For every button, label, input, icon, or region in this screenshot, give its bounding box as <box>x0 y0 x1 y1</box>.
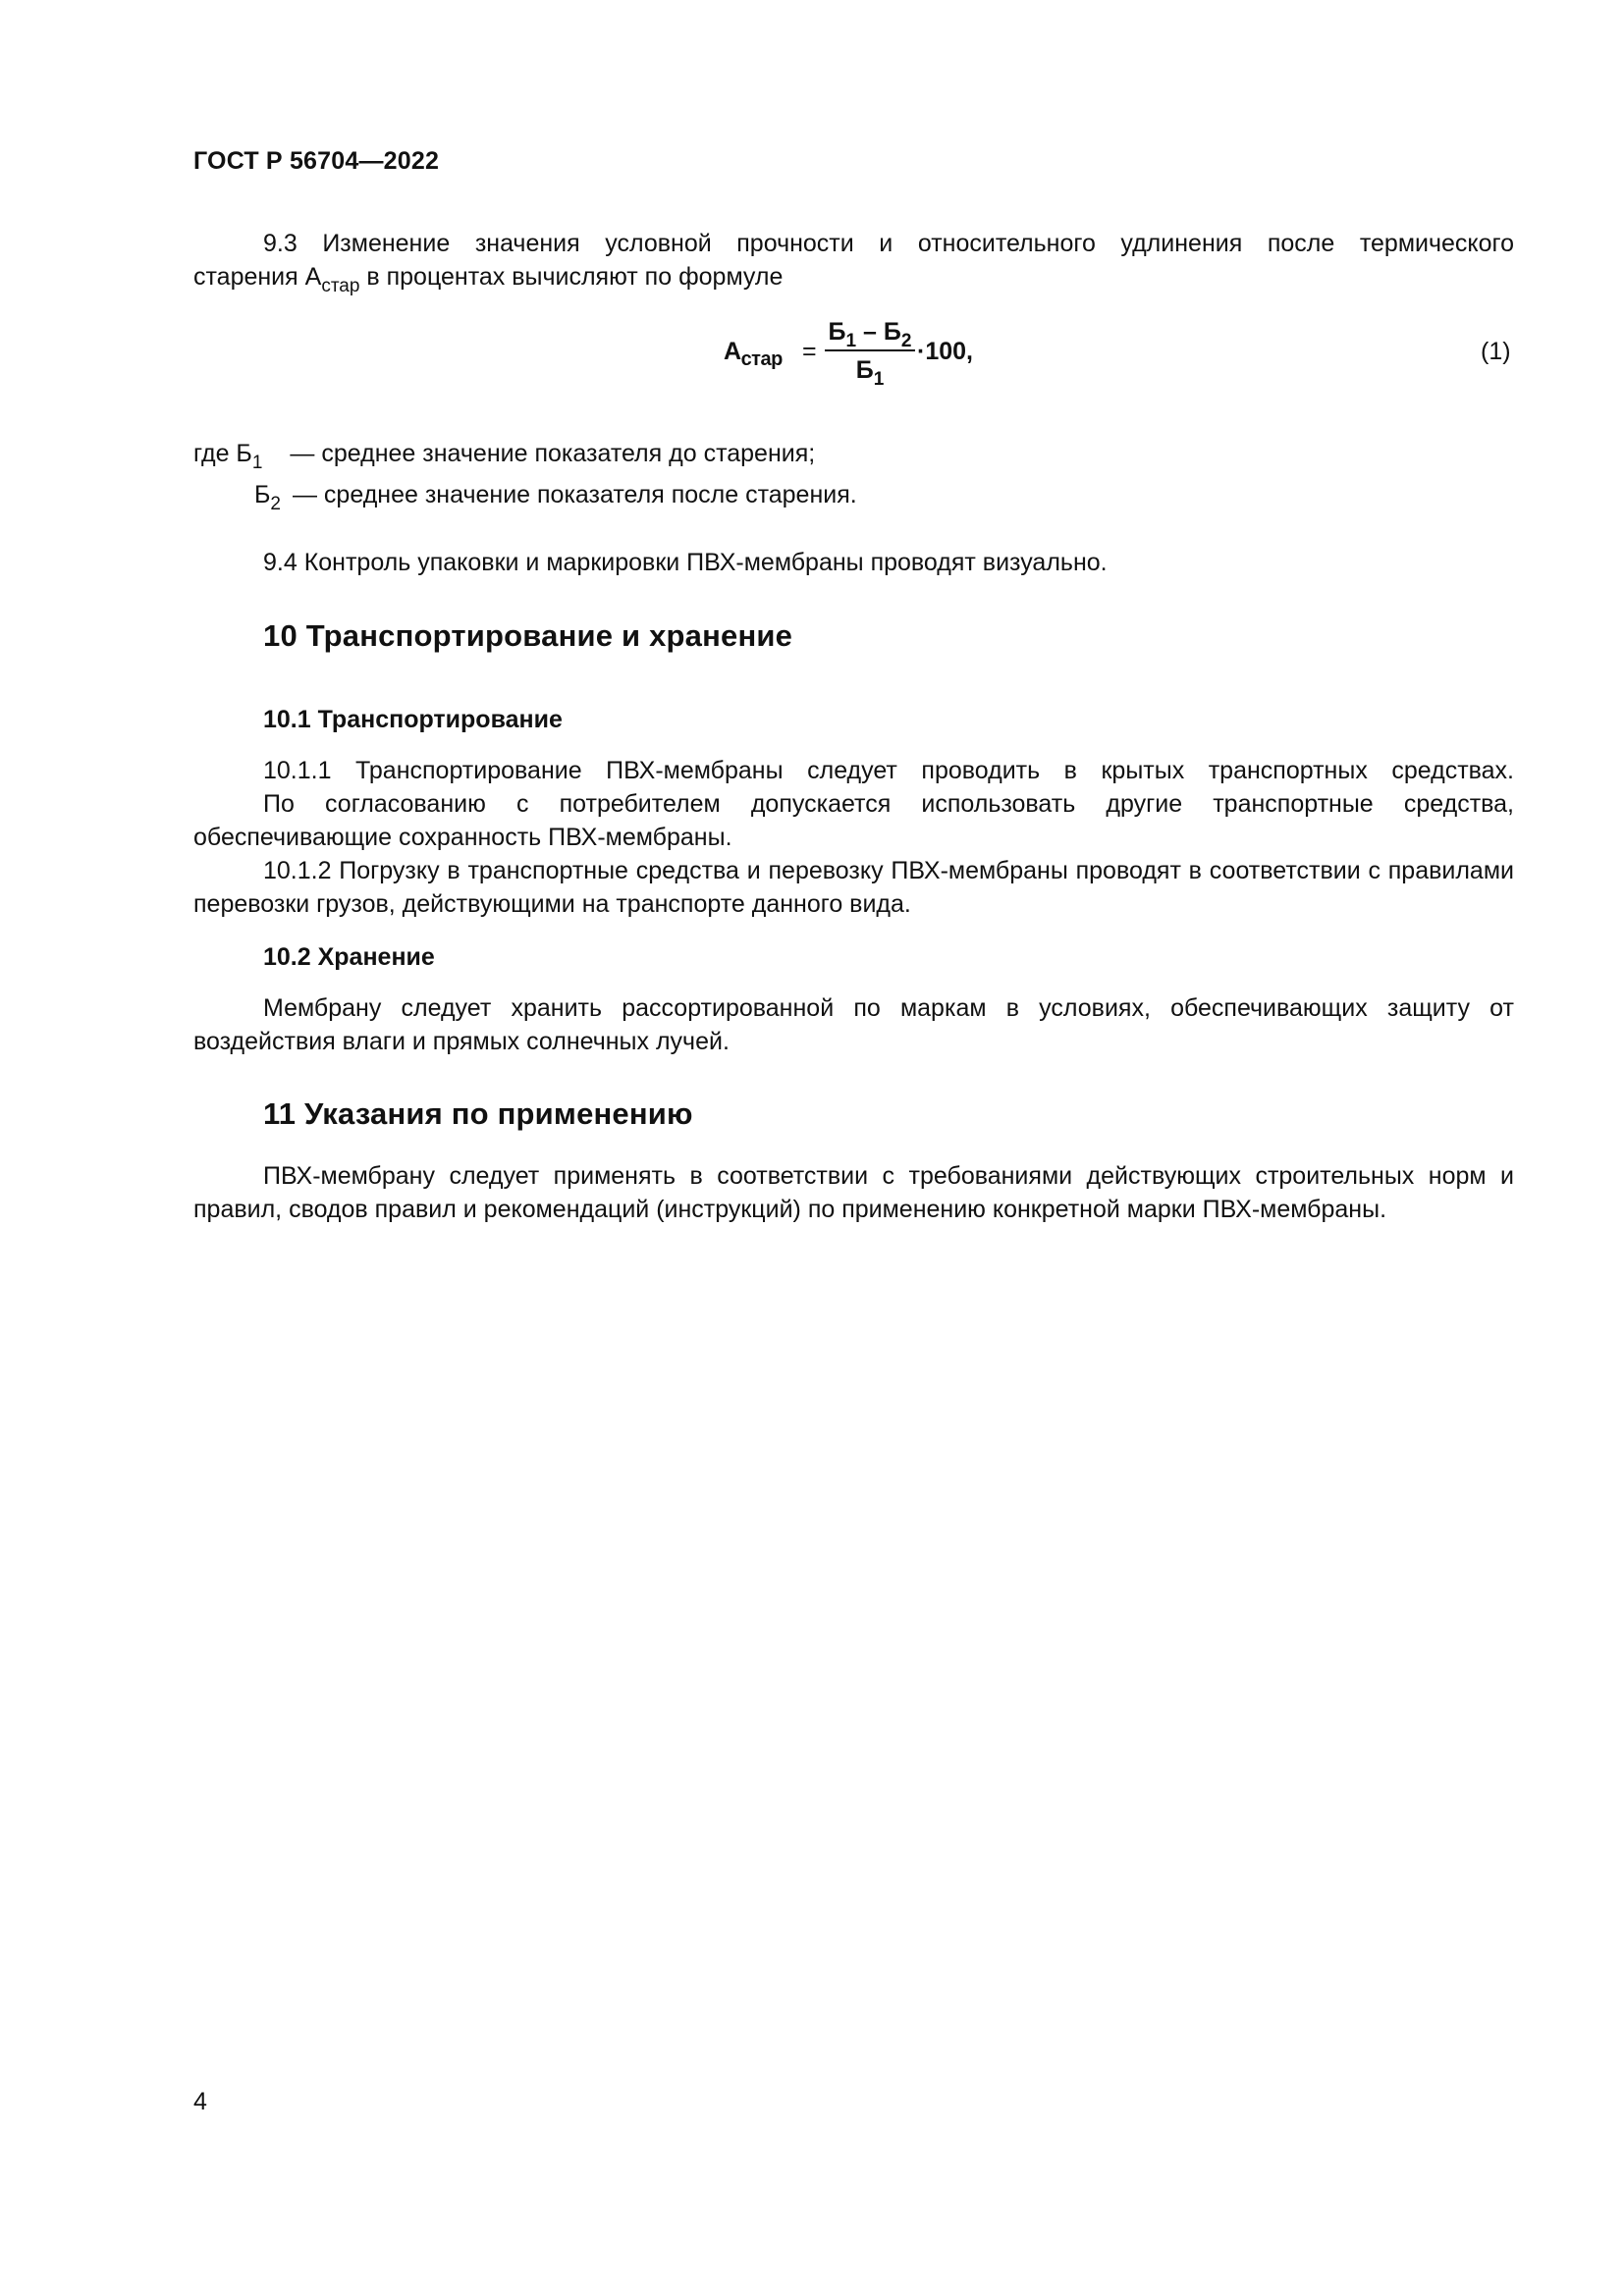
paragraph-11: ПВХ-мембрану следует применять в соответствии с требованиями действующих строительных норм и правил, сводов правил и рекомендаций (инструкций) по применению конкретной марки ПВХ-мембраны. <box>193 1162 1514 1223</box>
section-11-heading: 11 Указания по применению <box>263 1096 693 1131</box>
paragraph-10-2: Мембрану следует хранить рассортированной по маркам в условиях, обеспечивающих защиту от воздействия влаги и прямых солнечных лучей. <box>193 994 1514 1055</box>
formula-multiplier: ·100, <box>917 338 973 365</box>
where-b1-sub: 1 <box>251 453 263 473</box>
paragraph-9-3-line2 <box>193 260 1514 294</box>
formula-fraction <box>825 316 915 390</box>
formula-lhs-main: А <box>724 338 741 365</box>
formula-denominator <box>825 353 915 390</box>
where-row-b1 <box>193 437 816 473</box>
denominator-b1: Б <box>855 356 874 384</box>
numerator-b1-sub: 1 <box>845 331 857 351</box>
p9-3-subscript: стар <box>321 276 360 296</box>
numerator-b2-sub: 2 <box>900 331 912 351</box>
denominator-b1-sub: 1 <box>873 369 885 390</box>
subsection-10-1-heading: 10.1 Транспортирование <box>263 706 563 733</box>
p9-3-text-before: старения А <box>193 263 322 291</box>
formula-1 <box>724 316 1097 395</box>
where-intro: где Б <box>193 440 252 467</box>
formula-number: (1) <box>1481 338 1511 365</box>
where-b2-sub: 2 <box>270 494 281 514</box>
where-b2-symbol: Б <box>254 481 271 508</box>
formula-numerator <box>825 316 915 351</box>
numerator-minus: – <box>856 318 884 346</box>
section-10-heading: 10 Транспортирование и хранение <box>263 618 793 653</box>
p9-3-text-after: в процентах вычисляют по формуле <box>359 263 784 291</box>
numerator-b1: Б <box>828 318 846 346</box>
document-code-header: ГОСТ Р 56704—2022 <box>193 147 440 175</box>
subsection-10-2-heading: 10.2 Хранение <box>263 943 435 971</box>
paragraph-10-1-2: 10.1.2 Погрузку в транспортные средства и перевозку ПВХ-мембраны проводят в соответствии с правилами перевозки грузов, действующими на транспорте данного вида. <box>193 857 1514 918</box>
paragraph-10-1-1: 10.1.1 Транспортирование ПВХ-мембраны следует проводить в крытых транспортных средствах. <box>263 757 1514 784</box>
formula-equals: = <box>802 338 817 365</box>
where-b1-desc: — среднее значение показателя до старения; <box>290 440 816 467</box>
formula-lhs-sub: стар <box>740 348 783 370</box>
paragraph-10-1-1b: По согласованию с потребителем допускается использовать другие транспортные средства, обеспечивающие сохранность ПВХ-мембраны. <box>193 790 1514 851</box>
paragraph-9-3-line1: 9.3 Изменение значения условной прочности и относительного удлинения после термического <box>263 230 1514 257</box>
paragraph-9-3 <box>193 227 1514 294</box>
paragraph-9-4: 9.4 Контроль упаковки и маркировки ПВХ-мембраны проводят визуально. <box>263 549 1108 576</box>
numerator-b2: Б <box>883 318 901 346</box>
page-number: 4 <box>193 2088 207 2115</box>
formula-lhs <box>724 338 783 370</box>
where-row-b2 <box>254 478 857 514</box>
where-b2-desc: — среднее значение показателя после старения. <box>292 481 857 508</box>
